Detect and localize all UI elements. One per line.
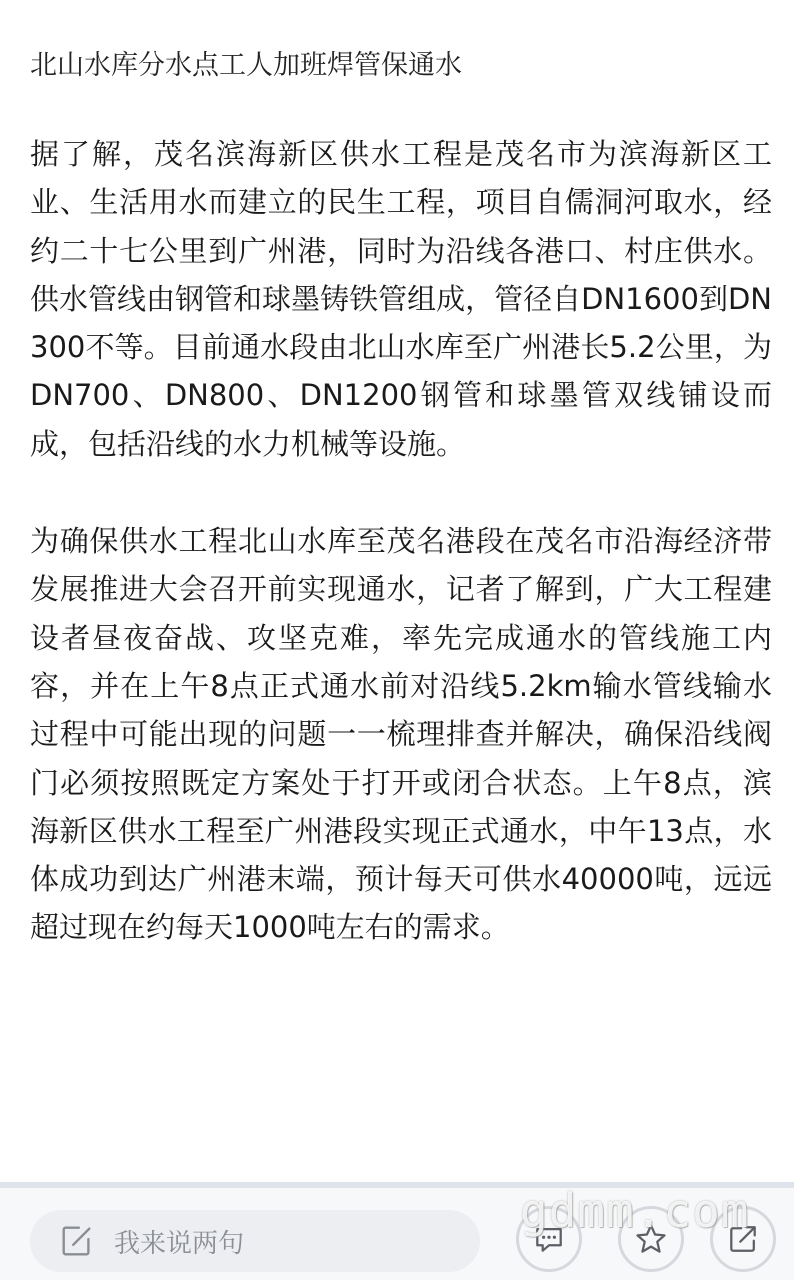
share-icon bbox=[725, 1221, 761, 1257]
comment-button[interactable] bbox=[516, 1206, 582, 1272]
article-paragraph: 为确保供水工程北山水库至茂名港段在茂名市沿海经济带发展推进大会召开前实现通水，记者了解到，广大工程建设者昼夜奋战、攻坚克难，率先完成通水的管线施工内容，并在上午8点正式通水前对沿线5.2km输水管线输水过程中可能出现的问题一一梳理排查并解决，确保沿线阀门必须按照既定方案处于打开或闭合状态。上午8点，滨海新区供水工程至广州港段实现正式通水，中午13点，水体成功到达广州港末端，预计每天可供水40000吨，远远超过现在约每天1000吨左右的需求。 bbox=[30, 524, 772, 945]
star-icon bbox=[633, 1221, 669, 1257]
share-button[interactable] bbox=[710, 1206, 776, 1272]
comment-input[interactable] bbox=[30, 1210, 480, 1272]
bottom-action-bar bbox=[0, 1182, 794, 1280]
comment-icon bbox=[531, 1221, 567, 1257]
article-paragraph: 据了解，茂名滨海新区供水工程是茂名市为滨海新区工业、生活用水而建立的民生工程，项目自儒洞河取水，经约二十七公里到广州港，同时为沿线各港口、村庄供水。供水管线由钢管和球墨铸铁管组成，管径自DN1600到DN300不等。目前通水段由北山水库至广州港长5.2公里，为DN700、DN800、DN1200钢管和球墨管双线铺设而成，包括沿线的水力机械等设施。 bbox=[30, 137, 772, 461]
article-body bbox=[30, 130, 772, 952]
comment-placeholder: 我来说两句 bbox=[114, 1228, 245, 1259]
edit-icon bbox=[58, 1222, 96, 1260]
image-caption: 北山水库分水点工人加班焊管保通水 bbox=[30, 50, 462, 81]
site-watermark: gdmm.com bbox=[520, 1184, 750, 1238]
favorite-button[interactable] bbox=[618, 1206, 684, 1272]
